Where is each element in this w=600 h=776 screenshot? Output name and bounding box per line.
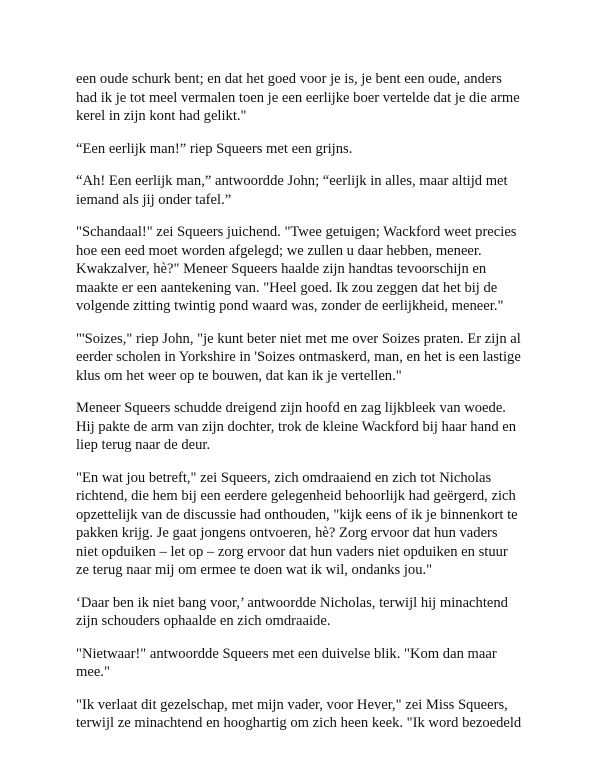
text-line: ze terug naar mij om ermee te doen wat ik wil, ondanks jou.": [76, 562, 433, 578]
text-line: “Een eerlijk man!” riep Squeers met een grijns.: [76, 140, 353, 157]
text-line: iemand als jij onder tafel.”: [76, 191, 232, 208]
paragraph-4: [76, 223, 538, 316]
text-line: pakken krijg. Je gaat jongens ontvoeren, hè? Zorg ervoor dat hun vaders: [76, 525, 498, 541]
text-line: kerel in zijn kont had gelikt.": [76, 108, 247, 124]
text-line: ‘Daar ben ik niet bang voor,’ antwoordde Nicholas, terwijl hij minachtend: [76, 594, 508, 611]
text-line: "Schandaal!" zei Squeers juichend. "Twee getuigen; Wackford weet precies: [76, 224, 517, 240]
text-line: "'Soizes," riep John, "je kunt beter niet met me over Soizes praten. Er zijn al: [76, 330, 521, 347]
text-line: zijn schouders ophaalde en zich omdraaide.: [76, 613, 331, 629]
text-line: Kwakzalver, hè?" Meneer Squeers haalde zijn handtas tevoorschijn en: [76, 261, 487, 277]
document-page: [76, 70, 538, 747]
paragraph-3: [76, 172, 538, 209]
paragraph-9: [76, 645, 538, 682]
text-line: “Ah! Een eerlijk man,” antwoordde John; “eerlijk in alles, maar altijd met: [76, 173, 508, 189]
text-line: opzettelijk van de discussie had onthouden, "kijk eens of ik je binnenkort te: [76, 506, 518, 523]
text-line: hoe een eed moet worden afgelegd; we zullen u daar hebben, meneer.: [76, 242, 482, 259]
text-line: eerder scholen in Yorkshire in 'Soizes ontmaskerd, man, en het is een lastige: [76, 349, 521, 365]
paragraph-10: [76, 696, 538, 733]
text-line: volgende zitting twintig pond waard was, zonder de eerlijkheid, meneer.": [76, 298, 504, 314]
text-line: richtend, die hem bij een eerdere gelegenheid behoorlijk had geërgerd, zich: [76, 488, 516, 504]
paragraph-6: [76, 399, 538, 455]
text-line: "En wat jou betreft," zei Squeers, zich omdraaiend en zich tot Nicholas: [76, 469, 492, 486]
paragraph-8: [76, 594, 538, 631]
text-line: niet opduiken – let op – zorg ervoor dat hun vaders niet opduiken en stuur: [76, 543, 508, 560]
text-line: had ik je tot meel vermalen toen je een eerlijke boer vertelde dat je die arme: [76, 89, 520, 106]
text-line: Hij pakte de arm van zijn dochter, trok de kleine Wackford bij haar hand en: [76, 418, 517, 435]
text-line: Meneer Squeers schudde dreigend zijn hoofd en zag lijkbleek van woede.: [76, 400, 506, 416]
text-line: liep terug naar de deur.: [76, 437, 211, 453]
paragraph-5: [76, 330, 538, 386]
text-line: "Ik verlaat dit gezelschap, met mijn vader, voor Hever," zei Miss Squeers,: [76, 696, 508, 713]
text-line: "Nietwaar!" antwoordde Squeers met een duivelse blik. "Kom dan maar: [76, 645, 497, 662]
paragraph-7: [76, 469, 538, 580]
paragraph-2: [76, 140, 538, 159]
text-line: een oude schurk bent; en dat het goed voor je is, je bent een oude, anders: [76, 71, 502, 87]
text-line: maakte er een aantekening van. "Heel goed. Ik zou zeggen dat het bij de: [76, 279, 498, 296]
text-line: terwijl ze minachtend en hooghartig om zich heen keek. "Ik word bezoedeld: [76, 715, 522, 731]
paragraph-1: [76, 70, 538, 126]
text-line: klus om het weer op te bouwen, dat kan ik je vertellen.": [76, 367, 402, 384]
text-line: mee.": [76, 664, 110, 680]
